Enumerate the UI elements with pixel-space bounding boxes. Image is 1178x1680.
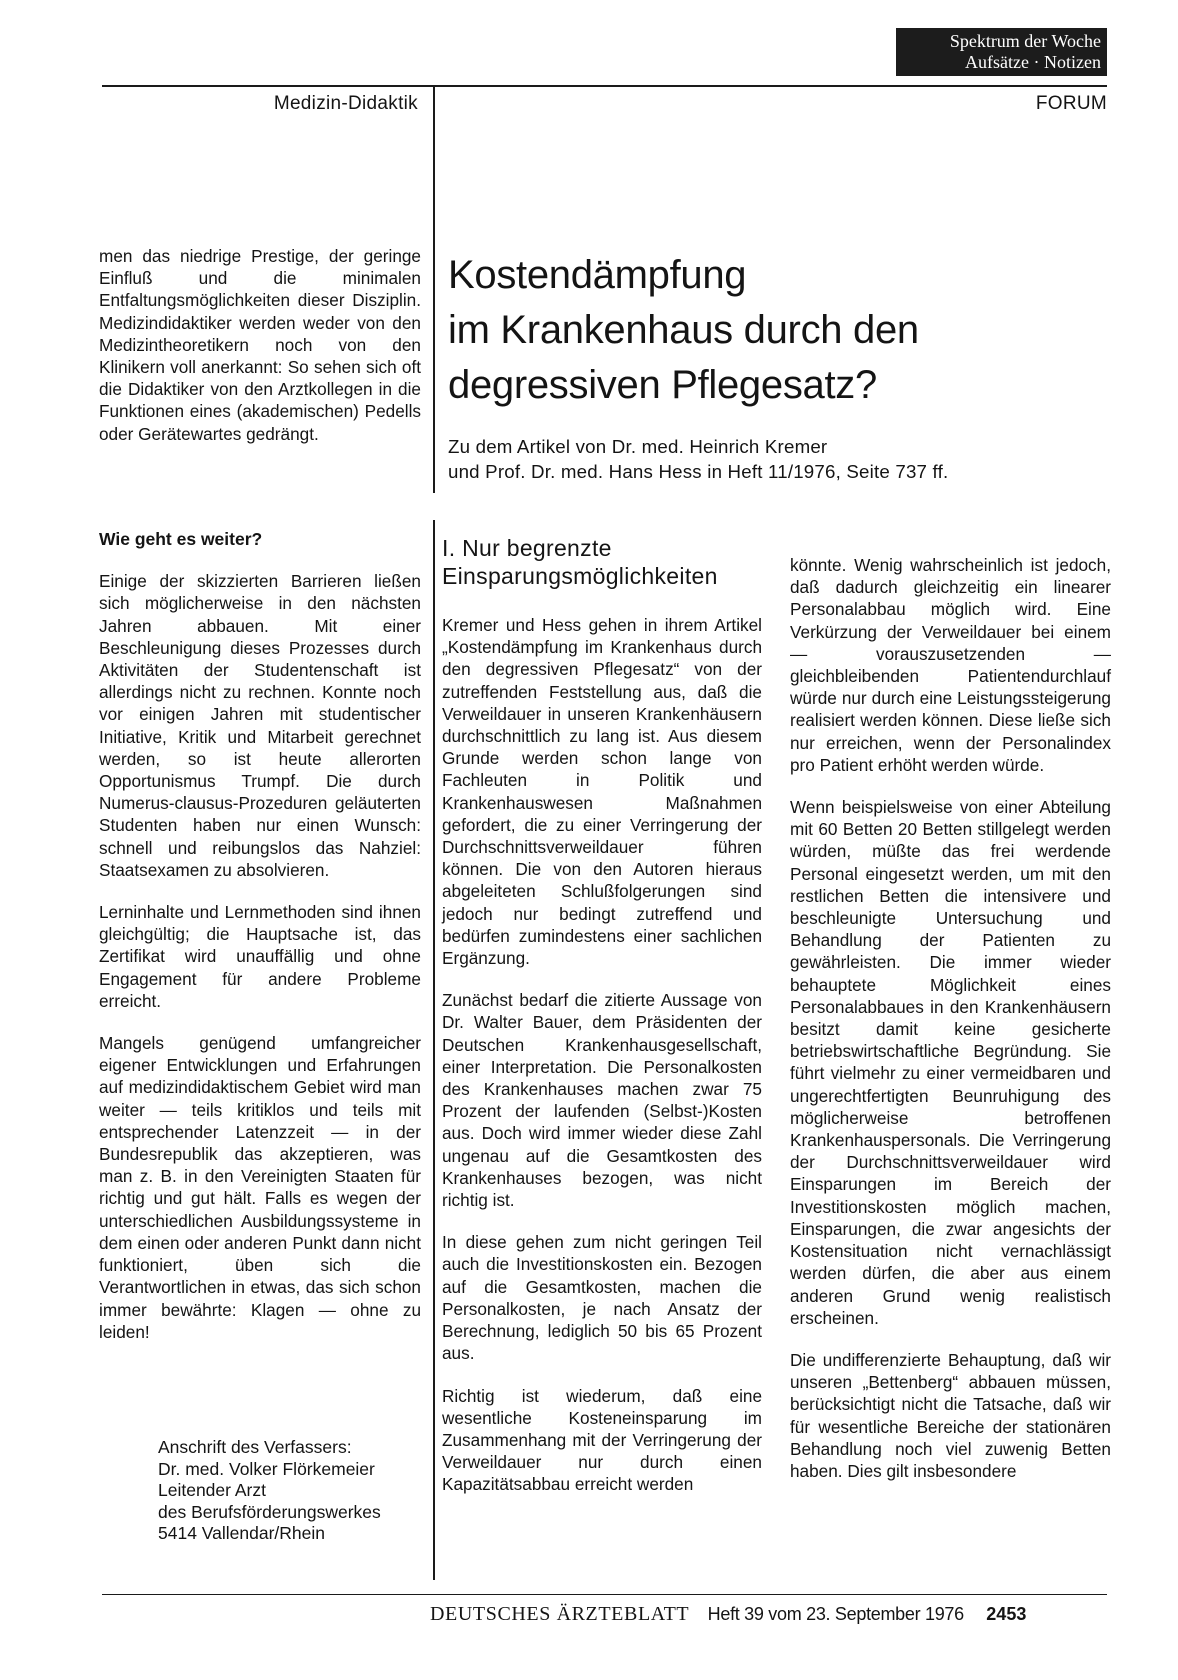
right-paragraph: könnte. Wenig wahrscheinlich ist jedoch, daß dadurch gleichzeitig ein linearer Personalabbau möglich wird. Eine Verkürzung der Verweildauer bei einem — vorauszusetzenden — gleichbleibenden Patientendurchlauf würde nur durch eine Leistungssteigerung realisiert werden können. Diese ließe sich nur erreichen, wenn der Personalindex pro Patient erhöht werden würde. [790, 555, 1111, 775]
right-paragraph: Wenn beispielsweise von einer Abteilung mit 60 Betten 20 Betten stillgelegt werden würden, müßte das frei werdende Personal eingesetzt werden, um mit den restlichen Betten die intensivere und beschleunigte Untersuchung und Behandlung der Patienten zu gewährleisten. Die immer wieder behauptete Möglichkeit eines Personalabbaues in den Krankenhäusern besitzt damit keine gesicherte betriebswirtschaftliche Begründung. Sie führt vielmehr zu einer vermeidbaren und ungerechtfertigten Beunruhigung des möglicherweise betroffenen Krankenhauspersonals. Die Verringerung der Durchschnittsverweildauer wird Einsparungen im Bereich der Investitionskosten möglich machen, Einsparungen, die zwar angesichts der Kostensituation nicht vernachlässigt werden dürfen, die aber aus einem anderen Grund wenig realistisch erscheinen. [790, 797, 1111, 1328]
address-line: Dr. med. Volker Flörkemeier [158, 1458, 375, 1479]
section-label-left: Medizin-Didaktik [273, 93, 418, 114]
page-number: 2453 [986, 1604, 1027, 1624]
headline-line: Kostendämpfung [448, 253, 747, 297]
middle-paragraph: Richtig ist wiederum, daß eine wesentliche Kosteneinsparung im Zusammenhang mit der Verringerung der Verweildauer nur durch einen Kapazitätsabbau erreicht werden [442, 1385, 762, 1495]
address-line: Anschrift des Verfassers: [158, 1437, 352, 1457]
section-badge [896, 28, 1107, 76]
left-paragraph: Lerninhalte und Lernmethoden sind ihnen gleichgültig; die Hauptsache ist, das Zertifikat wird unauffällig und ohne Engagement für andere Probleme erreicht. [99, 902, 421, 1011]
column-divider-lower [433, 520, 435, 1580]
bottom-rule [102, 1594, 1107, 1595]
middle-paragraph: Kremer und Hess gehen in ihrem Artikel „Kostendämpfung im Krankenhaus durch den degressiven Pflegesatz“ von der zutreffenden Feststellung aus, daß die Verweildauer in unseren Krankenhäusern durchschnittlich zu lang ist. Aus diesem Grunde werden schon lange von Fachleuten in Politik und Krankenhauswesen Maßnahmen gefordert, die zu einer Verringerung der Durchschnittsverweildauer führen können. Die von den Autoren hieraus abgeleiteten Schlußfolgerungen sind jedoch nur bedingt zutreffend und bedürfen zumindestens einer sachlichen Ergänzung. [442, 615, 762, 969]
middle-column [442, 534, 762, 1496]
section-heading-line: I. Nur begrenzte [442, 535, 612, 561]
magazine-name: DEUTSCHES ÄRZTEBLATT [430, 1603, 690, 1625]
author-address [158, 1437, 381, 1545]
left-paragraph: Einige der skizzierten Barrieren ließen sich möglicherweise in den nächsten Jahren abbauen. Mit einer Beschleunigung dieses Prozesses durch Aktivitäten der Studentenschaft ist allerdings nicht zu rechnen. Konnte noch vor einigen Jahren mit studentischer Initiative, Kritik und Mitarbeit gerechnet werden, so ist heute allerorten Opportunismus Trumpf. Die durch Numerus-clausus-Prozeduren geläuterten Studenten haben nur einen Wunsch: schnell und reibungslos das Nahziel: Staatsexamen zu absolvieren. [99, 571, 421, 880]
right-paragraph: Die undifferenzierte Behauptung, daß wir unseren „Bettenberg“ abbauen müssen, berücksichtigt nicht die Tatsache, daß wir für wesentliche Bereiche der stationären Behandlung noch viel zuwenig Betten haben. Dies gilt insbesondere [790, 1349, 1111, 1481]
headline-line: degressiven Pflegesatz? [448, 363, 877, 407]
badge-line-1: Spektrum der Woche [949, 31, 1101, 51]
middle-paragraph: Zunächst bedarf die zitierte Aussage von Dr. Walter Bauer, dem Präsidenten der Deutschen Krankenhausgesellschaft, einer Interpretation. Die Personalkosten des Krankenhauses machen zwar 75 Prozent der laufenden (Selbst-)Kosten aus. Doch wird immer wieder diese Zahl ungenau auf die Gesamtkosten des Krankenhauses bezogen, was nicht richtig ist. [442, 990, 762, 1211]
badge-line-2: Aufsätze · Notizen [965, 52, 1101, 72]
deck-line: und Prof. Dr. med. Hans Hess in Heft 11/1976, Seite 737 ff. [448, 461, 949, 482]
section-label-right: FORUM [1035, 93, 1107, 114]
left-paragraph: Mangels genügend umfangreicher eigener Entwicklungen und Erfahrungen auf medizindidaktischem Gebiet wird man weiter — teils kritiklos und teils mit entsprechender Latenzzeit — in der Bundesrepublik das akzeptieren, was man z. B. in den Vereinigten Staaten für richtig und gut hält. Falls es wegen der unterschiedlichen Ausbildungssysteme in dem einen oder anderen Punkt dann nicht funktioniert, üben sich die Verantwortlichen in etwas, das sich schon immer bewährte: Klagen — ohne zu leiden! [99, 1033, 421, 1342]
article-headline [448, 248, 1088, 413]
address-line: Leitender Arzt [158, 1480, 266, 1501]
article-deck [448, 434, 1088, 484]
deck-line: Zu dem Artikel von Dr. med. Heinrich Kremer [448, 436, 828, 457]
page-footer [430, 1603, 1110, 1626]
issue-info: Heft 39 vom 23. September 1976 [707, 1604, 964, 1624]
top-rule [102, 85, 1107, 87]
left-subhead: Wie geht es weiter? [99, 529, 263, 549]
headline-line: im Krankenhaus durch den [448, 308, 919, 352]
middle-paragraph: In diese gehen zum nicht geringen Teil auch die Investitionskosten ein. Bezogen auf die Gesamtkosten, machen die Personalkosten, je nach Ansatz der Berechnung, lediglich 50 bis 65 Prozent aus. [442, 1232, 762, 1364]
section-heading [442, 534, 762, 590]
right-column [790, 554, 1111, 1482]
column-divider-upper [433, 85, 435, 493]
section-heading-line: Einsparungsmöglichkeiten [442, 563, 718, 589]
address-line: des Berufsförderungswerkes [158, 1501, 381, 1522]
address-line: 5414 Vallendar/Rhein [158, 1523, 326, 1544]
left-continuation [99, 528, 421, 1343]
left-intro-paragraph: men das niedrige Prestige, der geringe Einfluß und die minimalen Entfaltungsmöglichkeiten dieser Disziplin. Medizindidaktiker werden weder von den Medizintheoretikern noch von den Klinikern voll anerkannt: So sehen sich oft die Didaktiker von den Arztkollegen in die Funktionen eines (akademischen) Pedells oder Gerätewartes gedrängt. [99, 246, 421, 444]
